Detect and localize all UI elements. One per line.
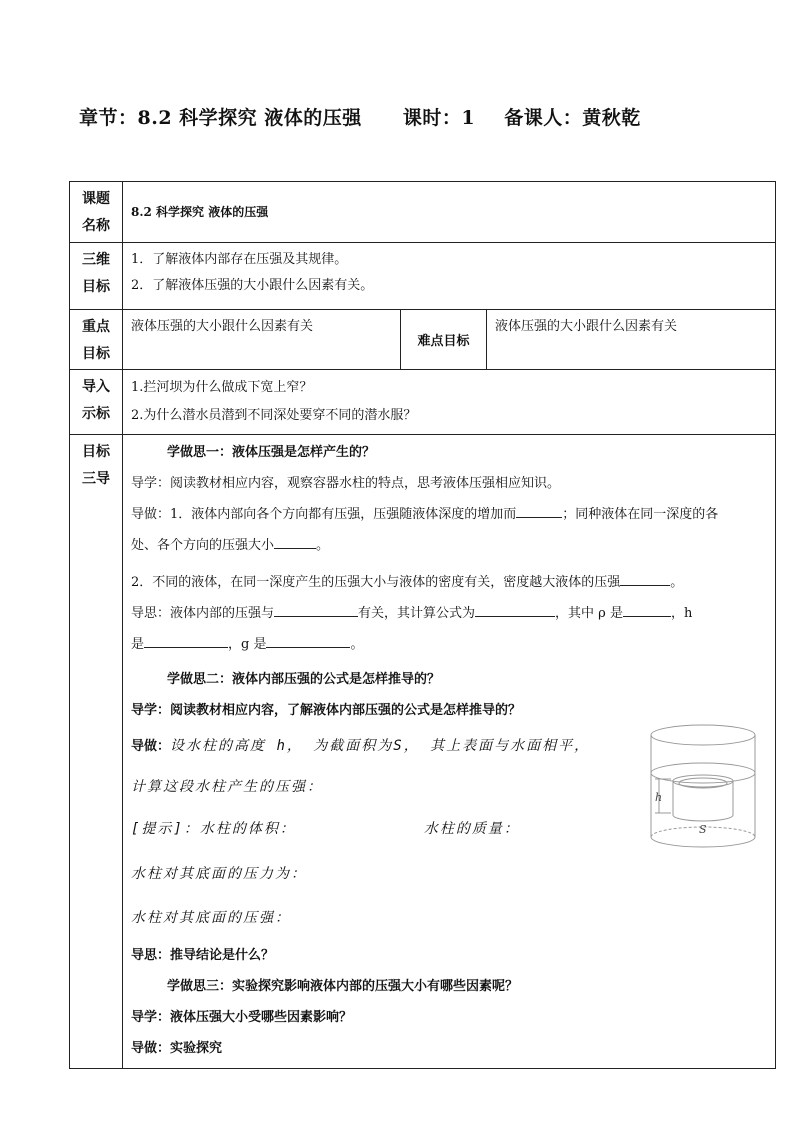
fill-blank[interactable]	[475, 603, 555, 617]
label-key: 重点 目标	[70, 310, 123, 370]
section-2-hint: [提示]：水柱的体积： 水柱的质量：	[131, 821, 520, 837]
section-2-guide: 导学：阅读教材相应内容，了解液体内部压强的公式是怎样推导的？	[131, 703, 522, 718]
fill-blank[interactable]	[266, 634, 350, 648]
chapter-title: 章节：8.2 科学探究 液体的压强	[79, 107, 362, 129]
fill-blank[interactable]	[144, 634, 228, 648]
section-3-title: 学做思三：实验探究影响液体内部的压强大小有哪些因素呢？	[167, 979, 519, 994]
figure-label-h: h	[655, 791, 663, 804]
section-1-think-cont: 是 ，g 是 。	[131, 629, 767, 660]
intro-content: 1.拦河坝为什么做成下宽上窄？ 2.为什么潜水员潜到不同深处要穿不同的潜水服？	[123, 370, 776, 435]
water-column-cylinder-figure	[647, 723, 759, 853]
fill-blank[interactable]	[274, 603, 358, 617]
label-goals: 三维 目标	[70, 243, 123, 310]
difficulty-content: 液体压强的大小跟什么因素有关	[487, 310, 776, 370]
page-header	[79, 103, 641, 130]
preparer: 备课人：黄秋乾	[504, 107, 641, 129]
topic-content: 8.2 科学探究 液体的压强	[123, 182, 776, 243]
difficulty-label: 难点目标	[401, 310, 487, 370]
section-1-title: 学做思一：液体压强是怎样产生的？	[167, 445, 376, 460]
label-intro: 导入 示标	[70, 370, 123, 435]
label-three-guides: 目标 三导	[70, 435, 123, 1069]
figure-label-s: S	[699, 823, 707, 836]
section-3-do: 导做：实验探究	[131, 1041, 223, 1056]
row-key-points	[70, 310, 776, 370]
key-content: 液体压强的大小跟什么因素有关	[123, 310, 401, 370]
section-1-guide: 导学：阅读教材相应内容，观察容器水柱的特点，思考液体压强相应知识。	[131, 476, 561, 491]
label-topic: 课题 名称	[70, 182, 123, 243]
section-2-think: 导思：推导结论是什么？	[131, 948, 275, 963]
row-intro	[70, 370, 776, 435]
fill-blank[interactable]	[274, 535, 316, 549]
section-1-think: 导思：液体内部的压强与 有关，其计算公式为 ，其中 ρ 是 ，h	[131, 598, 767, 629]
section-2-title: 学做思二：液体内部压强的公式是怎样推导的？	[167, 672, 441, 687]
section-2-pressure: 水柱对其底面的压强：	[131, 910, 291, 926]
fill-blank[interactable]	[516, 504, 562, 518]
section-1-do-2: 2．不同的液体，在同一深度产生的压强大小与液体的密度有关，密度越大液体的压强 。	[131, 567, 767, 598]
fill-blank[interactable]	[620, 572, 670, 586]
goals-content: 1．了解液体内部存在压强及其规律。 2．了解液体压强的大小跟什么因素有关。	[123, 243, 776, 310]
row-topic	[70, 182, 776, 243]
lesson-plan-table	[69, 181, 776, 1069]
lesson-period: 课时：1	[402, 107, 476, 129]
section-1-do-1: 导做：1．液体内部向各个方向都有压强，压强随液体深度的增加而 ；同种液体在同一深度的各	[131, 499, 767, 530]
three-guides-content	[123, 435, 776, 1069]
fill-blank[interactable]	[623, 603, 671, 617]
row-three-guides	[70, 435, 776, 1069]
section-2-do-1: 导做：设水柱的高度 h， 为截面积为S， 其上表面与水面相平，	[131, 738, 591, 754]
section-2-force: 水柱对其底面的压力为：	[131, 866, 307, 882]
section-1-do-1-cont: 处、各个方向的压强大小 。	[131, 530, 767, 561]
row-goals	[70, 243, 776, 310]
section-2-do-2: 计算这段水柱产生的压强：	[131, 779, 323, 795]
section-3-guide: 导学：液体压强大小受哪些因素影响？	[131, 1010, 353, 1025]
